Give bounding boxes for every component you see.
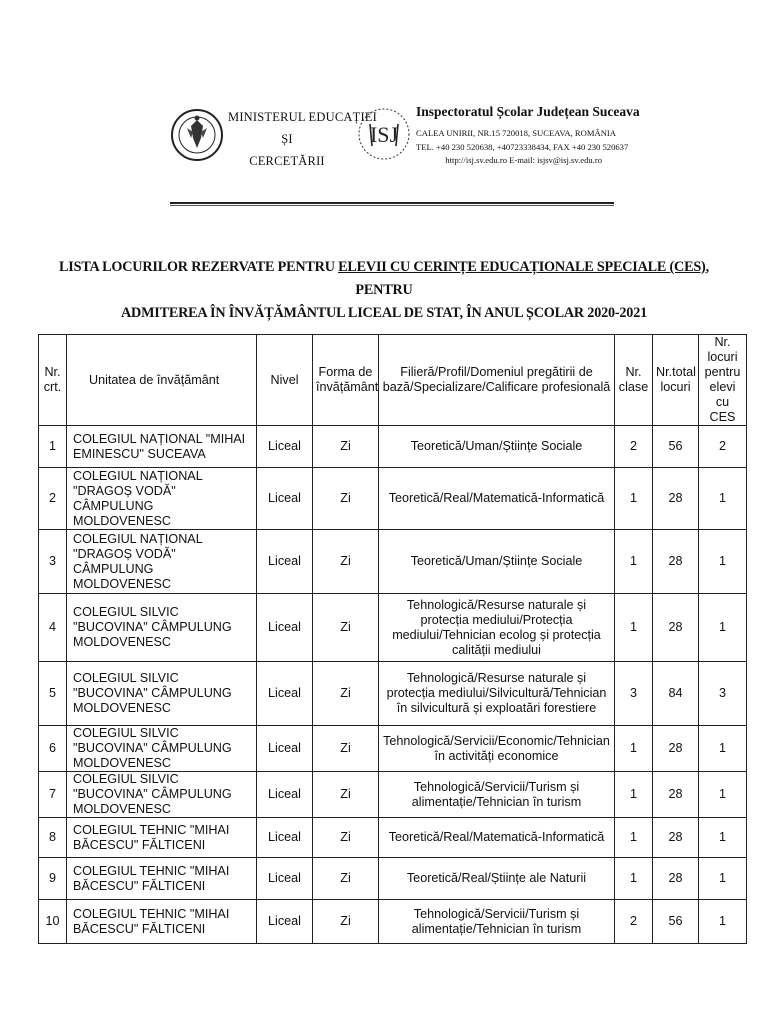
col-header-filiera: Filieră/Profil/Domeniul pregătirii de bază/Specializare/Calificare profesională	[379, 335, 615, 426]
table-row	[39, 772, 747, 818]
cell-nr: 3	[39, 530, 67, 594]
cell-nr: 8	[39, 818, 67, 858]
isj-web: http://isj.sv.edu.ro E-mail: isjsv@isj.sv.edu.ro	[445, 155, 602, 165]
cell-filiera: Teoretică/Real/Matematică-Informatică	[379, 818, 615, 858]
cell-unitate: COLEGIUL SILVIC "BUCOVINA" CÂMPULUNG MOLDOVENESC	[67, 594, 257, 662]
table-row	[39, 858, 747, 900]
col-header-clase: Nr. clase	[615, 335, 653, 426]
cell-forma: Zi	[313, 772, 379, 818]
cell-nivel: Liceal	[257, 468, 313, 530]
cell-ces: 2	[699, 426, 747, 468]
title-line-2: ADMITEREA ÎN ÎNVĂȚĂMÂNTUL LICEAL DE STAT, ÎN ANUL ȘCOLAR 2020-2021	[120, 305, 647, 321]
cell-nivel: Liceal	[257, 858, 313, 900]
cell-ces: 3	[699, 662, 747, 726]
cell-clase: 1	[615, 858, 653, 900]
letterhead	[170, 96, 640, 192]
cell-forma: Zi	[313, 468, 379, 530]
cell-ces: 1	[699, 772, 747, 818]
cell-nivel: Liceal	[257, 530, 313, 594]
cell-nr: 5	[39, 662, 67, 726]
cell-clase: 1	[615, 530, 653, 594]
cell-clase: 2	[615, 900, 653, 944]
cell-clase: 1	[615, 726, 653, 772]
cell-nivel: Liceal	[257, 594, 313, 662]
cell-nr: 7	[39, 772, 67, 818]
cell-total: 56	[653, 426, 699, 468]
cell-total: 28	[653, 818, 699, 858]
cell-total: 84	[653, 662, 699, 726]
table-row	[39, 530, 747, 594]
ministry-name	[228, 106, 378, 172]
cell-nivel: Liceal	[257, 818, 313, 858]
ministry-line: MINISTERUL EDUCAȚIEI	[228, 110, 378, 124]
cell-nr: 4	[39, 594, 67, 662]
table-row	[39, 468, 747, 530]
cell-filiera: Tehnologică/Servicii/Turism și alimentație/Tehnician în turism	[379, 772, 615, 818]
cell-filiera: Teoretică/Real/Științe ale Naturii	[379, 858, 615, 900]
cell-nr: 9	[39, 858, 67, 900]
cell-unitate: COLEGIUL TEHNIC "MIHAI BĂCESCU" FĂLTICENI	[67, 818, 257, 858]
cell-total: 28	[653, 530, 699, 594]
cell-forma: Zi	[313, 530, 379, 594]
cell-forma: Zi	[313, 818, 379, 858]
cell-nr: 1	[39, 426, 67, 468]
cell-clase: 1	[615, 772, 653, 818]
table-row	[39, 426, 747, 468]
svg-text:ISJ: ISJ	[369, 122, 399, 147]
cell-ces: 1	[699, 858, 747, 900]
cell-total: 28	[653, 468, 699, 530]
cell-ces: 1	[699, 726, 747, 772]
cell-forma: Zi	[313, 900, 379, 944]
cell-ces: 1	[699, 900, 747, 944]
cell-total: 56	[653, 900, 699, 944]
government-seal-icon	[170, 104, 224, 166]
cell-ces: 1	[699, 818, 747, 858]
cell-total: 28	[653, 772, 699, 818]
cell-filiera: Teoretică/Uman/Științe Sociale	[379, 426, 615, 468]
cell-unitate: COLEGIUL NAȚIONAL "DRAGOȘ VODĂ" CÂMPULUNG MOLDOVENESC	[67, 530, 257, 594]
document-title	[40, 256, 728, 325]
cell-filiera: Tehnologică/Resurse naturale și protecția mediului/Silvicultură/Tehnician în silvicultură și exploatări forestiere	[379, 662, 615, 726]
cell-unitate: COLEGIUL TEHNIC "MIHAI BĂCESCU" FĂLTICENI	[67, 900, 257, 944]
col-header-nivel: Nivel	[257, 335, 313, 426]
cell-nivel: Liceal	[257, 662, 313, 726]
table-row	[39, 662, 747, 726]
cell-filiera: Tehnologică/Servicii/Turism și alimentație/Tehnician în turism	[379, 900, 615, 944]
cell-nivel: Liceal	[257, 772, 313, 818]
cell-unitate: COLEGIUL SILVIC "BUCOVINA" CÂMPULUNG MOLDOVENESC	[67, 662, 257, 726]
cell-nr: 2	[39, 468, 67, 530]
cell-forma: Zi	[313, 726, 379, 772]
cell-clase: 3	[615, 662, 653, 726]
cell-unitate: COLEGIUL SILVIC "BUCOVINA" CÂMPULUNG MOLDOVENESC	[67, 772, 257, 818]
cell-unitate: COLEGIUL SILVIC "BUCOVINA" CÂMPULUNG MOLDOVENESC	[67, 726, 257, 772]
col-header-nr: Nr. crt.	[39, 335, 67, 426]
cell-forma: Zi	[313, 426, 379, 468]
cell-total: 28	[653, 594, 699, 662]
header-divider	[170, 202, 614, 204]
col-header-unitate: Unitatea de învățământ	[67, 335, 257, 426]
col-header-ces: Nr. locuri pentru elevi cu CES	[699, 335, 747, 426]
table-row	[39, 818, 747, 858]
isj-contact	[416, 104, 640, 168]
places-table	[38, 334, 747, 944]
cell-unitate: COLEGIUL NAȚIONAL "MIHAI EMINESCU" SUCEAVA	[67, 426, 257, 468]
table-row	[39, 726, 747, 772]
cell-nr: 10	[39, 900, 67, 944]
cell-filiera: Tehnologică/Servicii/Economic/Tehnician în activități economice	[379, 726, 615, 772]
isj-address: CALEA UNIRII, NR.15 720018, SUCEAVA, ROMÂNIA	[416, 128, 616, 138]
cell-filiera: Teoretică/Uman/Științe Sociale	[379, 530, 615, 594]
cell-filiera: Teoretică/Real/Matematică-Informatică	[379, 468, 615, 530]
cell-clase: 1	[615, 468, 653, 530]
title-line-1-post: , PENTRU	[355, 259, 709, 298]
cell-total: 28	[653, 858, 699, 900]
cell-nr: 6	[39, 726, 67, 772]
title-line-1	[40, 256, 728, 302]
cell-unitate: COLEGIUL TEHNIC "MIHAI BĂCESCU" FĂLTICENI	[67, 858, 257, 900]
cell-forma: Zi	[313, 662, 379, 726]
cell-clase: 1	[615, 594, 653, 662]
ministry-line: CERCETĂRII	[249, 154, 325, 168]
ministry-line: ȘI	[281, 132, 293, 146]
table-header-row	[39, 335, 747, 426]
cell-forma: Zi	[313, 858, 379, 900]
title-line-1-pre: LISTA LOCURILOR REZERVATE PENTRU	[59, 259, 339, 275]
table-row	[39, 594, 747, 662]
cell-forma: Zi	[313, 594, 379, 662]
cell-total: 28	[653, 726, 699, 772]
cell-ces: 1	[699, 594, 747, 662]
cell-ces: 1	[699, 530, 747, 594]
cell-clase: 1	[615, 818, 653, 858]
cell-unitate: COLEGIUL NAȚIONAL "DRAGOȘ VODĂ" CÂMPULUNG MOLDOVENESC	[67, 468, 257, 530]
cell-nivel: Liceal	[257, 900, 313, 944]
cell-ces: 1	[699, 468, 747, 530]
cell-nivel: Liceal	[257, 426, 313, 468]
col-header-total: Nr.total locuri	[653, 335, 699, 426]
isj-title: Inspectoratul Școlar Județean Suceava	[416, 104, 640, 119]
cell-nivel: Liceal	[257, 726, 313, 772]
title-line-1-underlined: ELEVII CU CERINȚE EDUCAȚIONALE SPECIALE (CES)	[338, 259, 706, 275]
table-row	[39, 900, 747, 944]
header-divider-thin	[170, 205, 614, 206]
col-header-forma: Forma de învățământ	[313, 335, 379, 426]
isj-logo-icon	[356, 98, 412, 172]
cell-clase: 2	[615, 426, 653, 468]
isj-phone: TEL. +40 230 520638, +40723338434, FAX +40 230 520637	[416, 141, 629, 152]
cell-filiera: Tehnologică/Resurse naturale și protecția mediului/Protecția mediului/Tehnician ecolog și protecția calității mediului	[379, 594, 615, 662]
